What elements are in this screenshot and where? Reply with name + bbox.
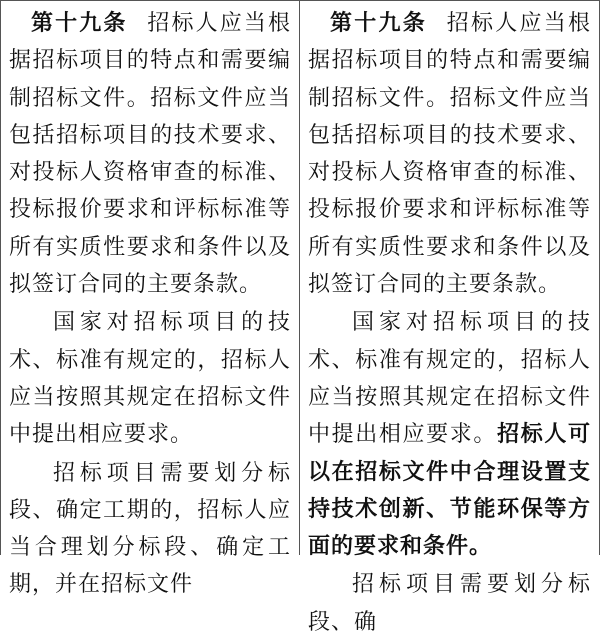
right-column-revised-text <box>300 1 599 635</box>
left-article-19-paragraph-2 <box>9 304 291 453</box>
right-paragraph-2-added-text: 招标人可以在招标文件中合理设置支持技术创新、节能环保等方面的要求和条件。 <box>308 422 591 560</box>
left-paragraph-1-text: 招标人应当根据招标项目的特点和需要编制招标文件。招标文件应当包括招标项目的技术要求、对投标人资格审查的标准、投标报价要求和评标标准等所有实质性要求和条件以及拟签订合同的主要条款。 <box>9 11 291 298</box>
right-paragraph-3-text: 招标项目需要划分标段、确 <box>308 572 591 635</box>
left-article-19-paragraph-3 <box>9 455 291 604</box>
right-article-heading: 第十九条 <box>330 11 427 36</box>
left-paragraph-3-text: 招标项目需要划分标段、确定工期的，招标人应当合理划分标段、确定工期，并在招标文件 <box>9 460 291 598</box>
right-article-19-paragraph-1 <box>308 5 591 303</box>
right-paragraph-2-text: 国家对招标项目的技术、标准有规定的，招标人应当按照其规定在招标文件中提出相应要求。 <box>308 310 591 448</box>
left-article-heading: 第十九条 <box>31 11 128 36</box>
right-article-19-paragraph-2 <box>308 304 591 565</box>
left-article-19-paragraph-1 <box>9 5 291 303</box>
right-article-19-paragraph-3 <box>308 566 591 641</box>
left-column-original-text <box>1 1 300 598</box>
left-paragraph-2-text: 国家对招标项目的技术、标准有规定的，招标人应当按照其规定在招标文件中提出相应要求。 <box>9 310 291 448</box>
right-paragraph-1-text: 招标人应当根据招标项目的特点和需要编制招标文件。招标文件应当包括招标项目的技术要求、对投标人资格审查的标准、投标报价要求和评标标准等所有实质性要求和条件以及拟签订合同的主要条款。 <box>308 11 591 298</box>
